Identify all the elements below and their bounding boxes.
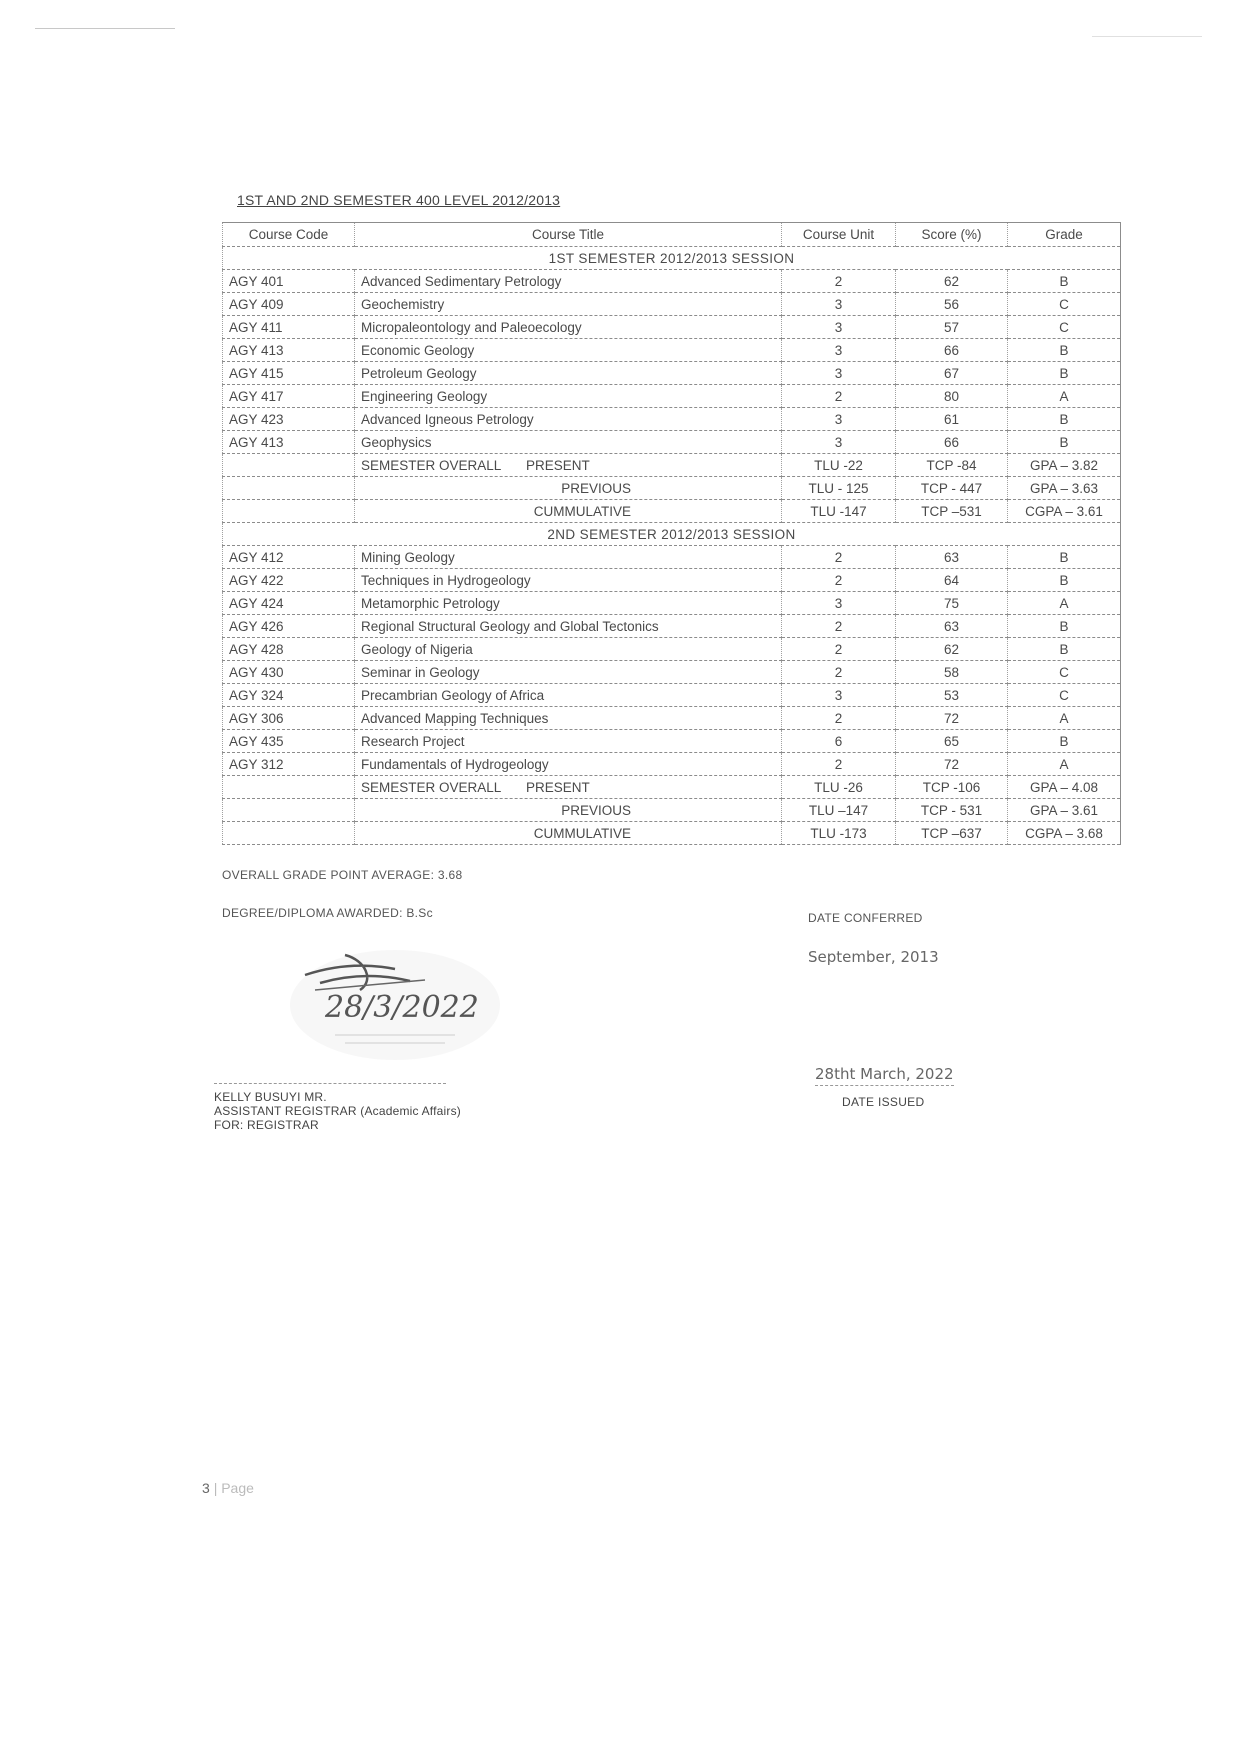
course-code-cell: AGY 435 — [223, 730, 355, 753]
course-title-cell: Geology of Nigeria — [355, 638, 782, 661]
previous-label: PREVIOUS — [355, 799, 782, 822]
score-cell: 62 — [896, 638, 1008, 661]
tlu-cell: TLU -26 — [782, 776, 896, 799]
course-unit-cell: 3 — [782, 293, 896, 316]
score-cell: 72 — [896, 707, 1008, 730]
score-cell: 75 — [896, 592, 1008, 615]
course-unit-cell: 2 — [782, 661, 896, 684]
course-code-cell: AGY 430 — [223, 661, 355, 684]
grade-cell: B — [1008, 408, 1121, 431]
gpa-cell: GPA – 3.63 — [1008, 477, 1121, 500]
score-cell: 67 — [896, 362, 1008, 385]
gpa-cell: CGPA – 3.61 — [1008, 500, 1121, 523]
grade-cell: A — [1008, 385, 1121, 408]
grade-cell: B — [1008, 431, 1121, 454]
semester-title: 1ST SEMESTER 2012/2013 SESSION — [223, 247, 1121, 270]
blank-cell — [223, 776, 355, 799]
course-title-cell: Geophysics — [355, 431, 782, 454]
grade-cell: B — [1008, 638, 1121, 661]
course-title-cell: Techniques in Hydrogeology — [355, 569, 782, 592]
tlu-cell: TLU –147 — [782, 799, 896, 822]
tlu-cell: TLU - 125 — [782, 477, 896, 500]
degree-awarded: DEGREE/DIPLOMA AWARDED: B.Sc — [222, 906, 433, 920]
signatory-block — [214, 1090, 461, 1132]
course-unit-cell: 3 — [782, 362, 896, 385]
course-unit-cell: 2 — [782, 638, 896, 661]
course-title-cell: Economic Geology — [355, 339, 782, 362]
course-unit-cell: 3 — [782, 684, 896, 707]
course-unit-cell: 2 — [782, 270, 896, 293]
column-header: Course Unit — [782, 223, 896, 247]
course-title-cell: Engineering Geology — [355, 385, 782, 408]
column-header: Grade — [1008, 223, 1121, 247]
summary-row-present — [223, 454, 1121, 477]
grade-cell: B — [1008, 362, 1121, 385]
course-unit-cell: 2 — [782, 615, 896, 638]
gpa-cell: CGPA – 3.68 — [1008, 822, 1121, 845]
course-title-cell: Precambrian Geology of Africa — [355, 684, 782, 707]
course-title-cell: Petroleum Geology — [355, 362, 782, 385]
score-cell: 53 — [896, 684, 1008, 707]
grade-cell: B — [1008, 339, 1121, 362]
grade-cell: C — [1008, 661, 1121, 684]
course-title-cell: Geochemistry — [355, 293, 782, 316]
signatory-title: ASSISTANT REGISTRAR (Academic Affairs) — [214, 1104, 461, 1118]
course-row — [223, 385, 1121, 408]
tcp-cell: TCP - 531 — [896, 799, 1008, 822]
course-row — [223, 408, 1121, 431]
score-cell: 61 — [896, 408, 1008, 431]
score-cell: 62 — [896, 270, 1008, 293]
gpa-cell: GPA – 3.82 — [1008, 454, 1121, 477]
score-cell: 80 — [896, 385, 1008, 408]
semester-title: 2ND SEMESTER 2012/2013 SESSION — [223, 523, 1121, 546]
tlu-cell: TLU -173 — [782, 822, 896, 845]
course-unit-cell: 2 — [782, 569, 896, 592]
score-cell: 66 — [896, 431, 1008, 454]
date-issued-label: DATE ISSUED — [842, 1095, 925, 1109]
present-label: PRESENT — [526, 457, 590, 473]
course-row — [223, 592, 1121, 615]
gpa-cell: GPA – 4.08 — [1008, 776, 1121, 799]
summary-label — [355, 454, 782, 477]
signature-text: 28/3/2022 — [325, 990, 479, 1025]
course-row — [223, 546, 1121, 569]
course-code-cell: AGY 426 — [223, 615, 355, 638]
previous-label: PREVIOUS — [355, 477, 782, 500]
score-cell: 58 — [896, 661, 1008, 684]
course-row — [223, 270, 1121, 293]
course-code-cell: AGY 306 — [223, 707, 355, 730]
summary-row-cumulative — [223, 500, 1121, 523]
gpa-cell: GPA – 3.61 — [1008, 799, 1121, 822]
course-code-cell: AGY 415 — [223, 362, 355, 385]
score-cell: 66 — [896, 339, 1008, 362]
blank-cell — [223, 500, 355, 523]
course-code-cell: AGY 428 — [223, 638, 355, 661]
grade-cell: C — [1008, 684, 1121, 707]
course-code-cell: AGY 312 — [223, 753, 355, 776]
tlu-cell: TLU -147 — [782, 500, 896, 523]
course-unit-cell: 3 — [782, 408, 896, 431]
grade-cell: B — [1008, 546, 1121, 569]
course-unit-cell: 3 — [782, 316, 896, 339]
course-code-cell: AGY 423 — [223, 408, 355, 431]
score-cell: 65 — [896, 730, 1008, 753]
page-footer — [202, 1480, 254, 1496]
course-code-cell: AGY 413 — [223, 431, 355, 454]
semester-title-row — [223, 523, 1121, 546]
course-unit-cell: 6 — [782, 730, 896, 753]
course-row — [223, 753, 1121, 776]
course-row — [223, 339, 1121, 362]
present-label: PRESENT — [526, 779, 590, 795]
scan-artifact — [1092, 36, 1202, 37]
blank-cell — [223, 477, 355, 500]
grade-cell: B — [1008, 730, 1121, 753]
course-code-cell: AGY 411 — [223, 316, 355, 339]
course-unit-cell: 3 — [782, 339, 896, 362]
table-header-row — [223, 223, 1121, 247]
semester-overall-label: SEMESTER OVERALL — [361, 457, 502, 473]
course-title-cell: Advanced Igneous Petrology — [355, 408, 782, 431]
course-title-cell: Research Project — [355, 730, 782, 753]
summary-label — [355, 776, 782, 799]
blank-cell — [223, 822, 355, 845]
course-code-cell: AGY 324 — [223, 684, 355, 707]
course-title-cell: Mining Geology — [355, 546, 782, 569]
score-cell: 56 — [896, 293, 1008, 316]
course-row — [223, 684, 1121, 707]
semester-overall-label: SEMESTER OVERALL — [361, 779, 502, 795]
course-title-cell: Seminar in Geology — [355, 661, 782, 684]
blank-cell — [223, 799, 355, 822]
grade-cell: A — [1008, 753, 1121, 776]
column-header: Score (%) — [896, 223, 1008, 247]
signature-stamp — [275, 935, 505, 1065]
score-cell: 64 — [896, 569, 1008, 592]
course-title-cell: Advanced Mapping Techniques — [355, 707, 782, 730]
course-code-cell: AGY 413 — [223, 339, 355, 362]
grade-cell: C — [1008, 293, 1121, 316]
signature-line — [214, 1083, 446, 1084]
course-unit-cell: 2 — [782, 546, 896, 569]
course-row — [223, 431, 1121, 454]
page-suffix: | Page — [213, 1480, 254, 1496]
course-row — [223, 615, 1121, 638]
course-row — [223, 569, 1121, 592]
tcp-cell: TCP - 447 — [896, 477, 1008, 500]
course-row — [223, 707, 1121, 730]
course-title-cell: Advanced Sedimentary Petrology — [355, 270, 782, 293]
summary-row-present — [223, 776, 1121, 799]
grade-cell: A — [1008, 707, 1121, 730]
course-code-cell: AGY 412 — [223, 546, 355, 569]
course-unit-cell: 2 — [782, 753, 896, 776]
course-code-cell: AGY 409 — [223, 293, 355, 316]
score-cell: 63 — [896, 615, 1008, 638]
summary-row-cumulative — [223, 822, 1121, 845]
signatory-for: FOR: REGISTRAR — [214, 1118, 319, 1132]
course-row — [223, 362, 1121, 385]
course-row — [223, 730, 1121, 753]
grade-cell: C — [1008, 316, 1121, 339]
course-unit-cell: 2 — [782, 707, 896, 730]
date-issued-value: 28tht March, 2022 — [815, 1065, 954, 1086]
blank-cell — [223, 454, 355, 477]
cumulative-label: CUMMULATIVE — [355, 500, 782, 523]
column-header: Course Code — [223, 223, 355, 247]
tcp-cell: TCP -106 — [896, 776, 1008, 799]
grade-cell: B — [1008, 615, 1121, 638]
tcp-cell: TCP –531 — [896, 500, 1008, 523]
tlu-cell: TLU -22 — [782, 454, 896, 477]
grade-cell: A — [1008, 592, 1121, 615]
date-conferred-label: DATE CONFERRED — [808, 911, 923, 925]
course-code-cell: AGY 424 — [223, 592, 355, 615]
tcp-cell: TCP -84 — [896, 454, 1008, 477]
cumulative-label: CUMMULATIVE — [355, 822, 782, 845]
signatory-name: KELLY BUSUYI MR. — [214, 1090, 327, 1104]
course-title-cell: Micropaleontology and Paleoecology — [355, 316, 782, 339]
course-code-cell: AGY 417 — [223, 385, 355, 408]
course-title-cell: Metamorphic Petrology — [355, 592, 782, 615]
score-cell: 72 — [896, 753, 1008, 776]
grade-cell: B — [1008, 270, 1121, 293]
semester-title-row — [223, 247, 1121, 270]
overall-gpa: OVERALL GRADE POINT AVERAGE: 3.68 — [222, 868, 463, 882]
course-row — [223, 316, 1121, 339]
column-header: Course Title — [355, 223, 782, 247]
course-unit-cell: 2 — [782, 385, 896, 408]
score-cell: 57 — [896, 316, 1008, 339]
course-unit-cell: 3 — [782, 592, 896, 615]
summary-row-previous — [223, 477, 1121, 500]
course-unit-cell: 3 — [782, 431, 896, 454]
transcript-table — [222, 222, 1121, 845]
scan-artifact — [35, 28, 175, 29]
page-number: 3 — [202, 1480, 210, 1496]
grade-cell: B — [1008, 569, 1121, 592]
course-row — [223, 661, 1121, 684]
tcp-cell: TCP –637 — [896, 822, 1008, 845]
course-row — [223, 638, 1121, 661]
course-title-cell: Fundamentals of Hydrogeology — [355, 753, 782, 776]
summary-row-previous — [223, 799, 1121, 822]
score-cell: 63 — [896, 546, 1008, 569]
course-code-cell: AGY 401 — [223, 270, 355, 293]
course-code-cell: AGY 422 — [223, 569, 355, 592]
course-title-cell: Regional Structural Geology and Global Tectonics — [355, 615, 782, 638]
course-row — [223, 293, 1121, 316]
transcript-heading: 1ST AND 2ND SEMESTER 400 LEVEL 2012/2013 — [237, 192, 561, 208]
date-conferred-value: September, 2013 — [808, 948, 939, 966]
